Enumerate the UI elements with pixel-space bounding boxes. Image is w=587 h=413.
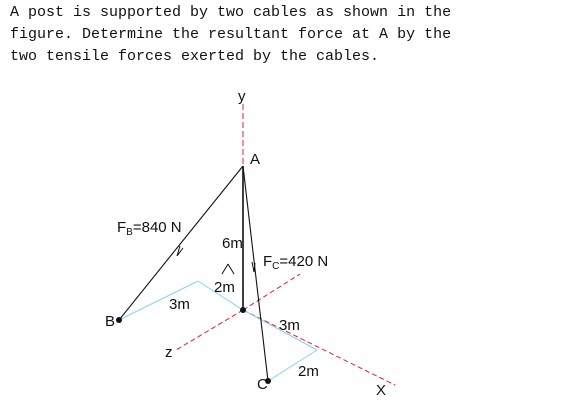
x-axis-label: X bbox=[376, 382, 387, 399]
b-offset-z-label: 2m bbox=[214, 279, 235, 296]
point-c-label: C bbox=[257, 376, 268, 393]
c-offset-x-label: 3m bbox=[279, 317, 300, 334]
fc-label: $F_C=420$ N bbox=[263, 253, 329, 272]
problem-line-2: figure. Determine the resultant force at A by the bbox=[10, 26, 452, 43]
height-arrow-icon bbox=[222, 264, 234, 274]
y-axis-label: y bbox=[238, 88, 246, 105]
point-a-label: A bbox=[250, 151, 261, 168]
z-axis-positive bbox=[243, 274, 300, 310]
point-b-label: B bbox=[105, 313, 116, 330]
point-b-marker bbox=[116, 317, 122, 323]
height-dimension-label: 6m bbox=[222, 235, 243, 252]
x-axis bbox=[243, 310, 395, 385]
problem-line-1: A post is supported by two cables as shown in the bbox=[10, 4, 452, 21]
origin-marker bbox=[240, 307, 246, 313]
fb-label: $F_B=840$ N bbox=[117, 219, 182, 238]
z-axis-negative bbox=[176, 310, 243, 350]
z-axis-label: z bbox=[165, 344, 173, 361]
b-offset-x-label: 3m bbox=[169, 296, 190, 313]
fc-arrow-icon bbox=[252, 262, 255, 272]
problem-line-3: two tensile forces exerted by the cables. bbox=[10, 48, 380, 65]
cable-ac bbox=[243, 166, 268, 381]
c-offset-z-label: 2m bbox=[298, 363, 319, 380]
